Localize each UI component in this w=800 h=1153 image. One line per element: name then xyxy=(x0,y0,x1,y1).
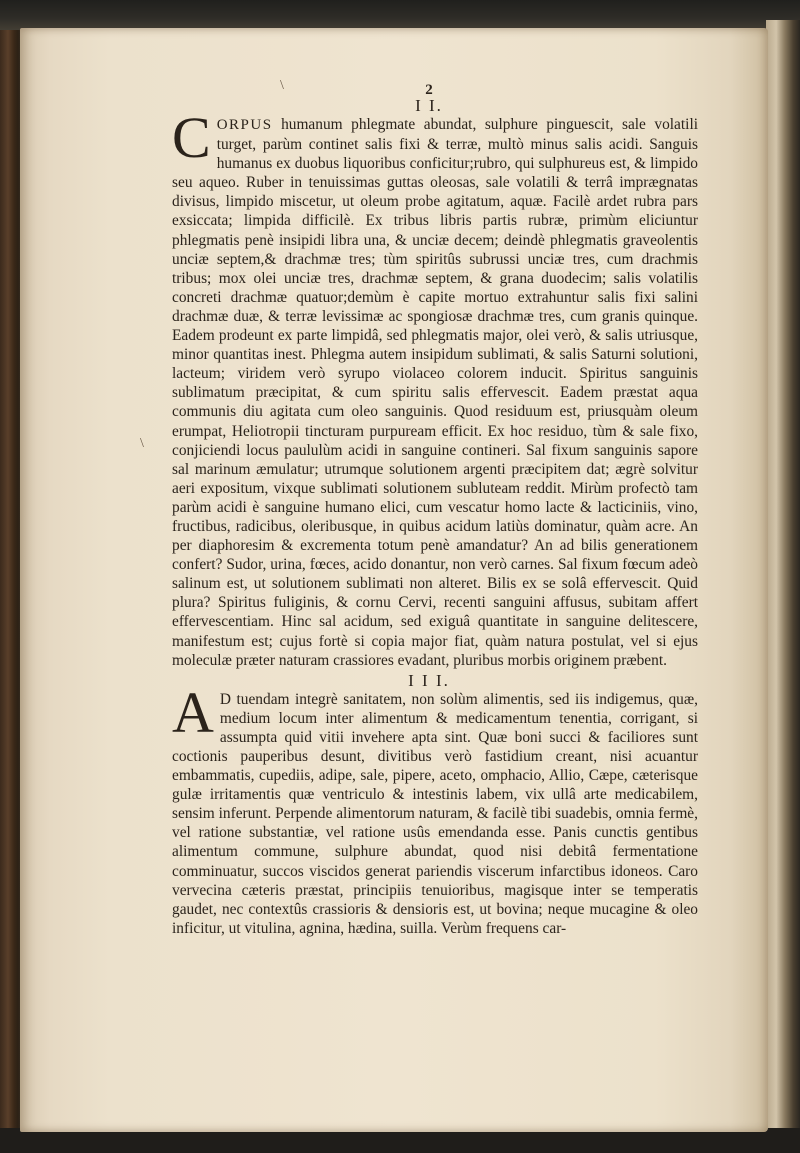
margin-mark: \ xyxy=(140,436,144,451)
dropcap-a: A xyxy=(172,679,214,745)
section-2-paragraph xyxy=(172,105,698,670)
section-3-paragraph xyxy=(172,679,698,938)
lead-word: ORPUS xyxy=(216,117,273,133)
section-heading-3: I I I. xyxy=(408,670,450,690)
page-number: 2 xyxy=(425,82,433,98)
section-heading-2: I I. xyxy=(415,96,443,115)
section-2-body: humanum phlegmate abundat, sulphure pinguescit, sale volatili turget, parùm continet salis fixi & terræ, multò minus salis acidi. Sanguis humanus ex duobus liquoribus conficitur;rubro, qui sulphureus est, & limpido seu aqueo. Ruber in tenuissimas guttas oleosas, sale volatili & terrâ imprægnatas divisus, limpido miscetur, ut oleum probe agitatum, aquæ. Facilè ardet rubra pars exsiccata; limpida difficilè. Ex tribus libris partis rubræ, primùm eliciuntur phlegmatis penè insipidi libra una, & unciæ decem; deindè phlegmatis graveolentis unciæ septem,& drachmæ tres; tùm spiritûs subrussi unciæ tres, cum drachmis tribus; mox olei unciæ tres, drachmæ septem, & grana duodecim; salis volatilis concreti drachmæ quatuor;demùm è capite mortuo extrahuntur salis fixi salini drachmæ duæ, & terræ levissimæ ac spongiosæ drachmæ tres, cum granis quinque. Eadem prodeunt ex parte limpidâ, sed phlegmatis major, olei verò, & salis utriusque, minor quantitas inest. Phlegma autem insipidum sublimati, & salis Saturni solutioni, lacteum; viridem verò syrupo violaceo colorem inducit. Spiritus sanguinis sublimatum præcipitat, & cum spiritu salis effervescit. Eadem præstat aqua communis diu agitata cum oleo sanguinis. Quod residuum est, priusquàm oleum erumpat, Heliotropii tincturam purpuream efficit. Ex hoc residuo, tùm & sale fixo, conjiciendi locus paululùm acidi in sanguine contineri. Sal fixum sanguinis sapore sal marinum æmulatur; utrumque solutionem argenti præcipitem dat; ægrè solvitur aeri expositum, vixque sublimati solutionem subluteam reddit. Mirùm profectò tam parùm acidi è sanguine humano elici, cum vescatur homo lacte & lacticiniis, vino, fructibus, radicibus, oleribusque, in quibus acidum latiùs dominatur, quàm acre. An per diaphoresim & excrementa totum penè amandatur? An ad bilis generationem confert? Sudor, urina, fœces, acido donantur, non verò carnes. Sal fixum fœcum adeò salinum est, ut solutionem sublimati non alteret. Bilis ex se solâ effervescit. Quid plura? Spiritus fuliginis, & cornu Cervi, recenti sanguini affusus, subitam affert effervescentiam. Hinc sal acidum, sed exiguâ quantitate in sanguine delitescere, manifestum est; cujus fortè si copia major fiat, quàm natura postulat, vel si ejus moleculæ præter naturam crassiores evadant, pluribus morbis originem præbent. xyxy=(172,116,698,669)
page-text-block xyxy=(172,83,698,938)
margin-mark: \ xyxy=(280,78,284,93)
book-top-edge xyxy=(0,0,800,30)
book-right-edge xyxy=(766,20,800,1153)
dropcap-c: C xyxy=(172,105,211,170)
section-3-body: D tuendam integrè sanitatem, non solùm alimentis, sed iis indigemus, quæ, medium locum inter alimentum & medicamentum tenentia, corrigant, si assumpta quid vitii invehere apta sint. Quæ boni succi & faciliores sunt coctionis pauperibus desunt, divitibus verò fastidium creant, nisi acuantur embammatis, cupediis, adipe, sale, pipere, aceto, omphacio, Allio, Cæpe, cæterisque gulæ irritamentis quæ ventriculo & intestinis labem, vix ullâ arte medicabilem, sensim inferunt. Perpende alimentorum naturam, & facilè tibi suadebis, omnia fermè, vel ratione substantiæ, vel ratione usûs emendanda esse. Panis cunctis gentibus alimentum commune, sulphure abundat, quod nisi debitâ fermentatione comminuatur, succos viscidos generat pariendis viscerum infarctibus idoneos. Caro vervecina cæteris præstat, principiis tenuioribus, magisque inter se temperatis gaudet, nec contextûs crassioris & densioris est, ut bovina; neque mucagine & oleo inficitur, ut vitulina, agnina, hædina, suilla. Verùm frequens car- xyxy=(172,690,698,937)
